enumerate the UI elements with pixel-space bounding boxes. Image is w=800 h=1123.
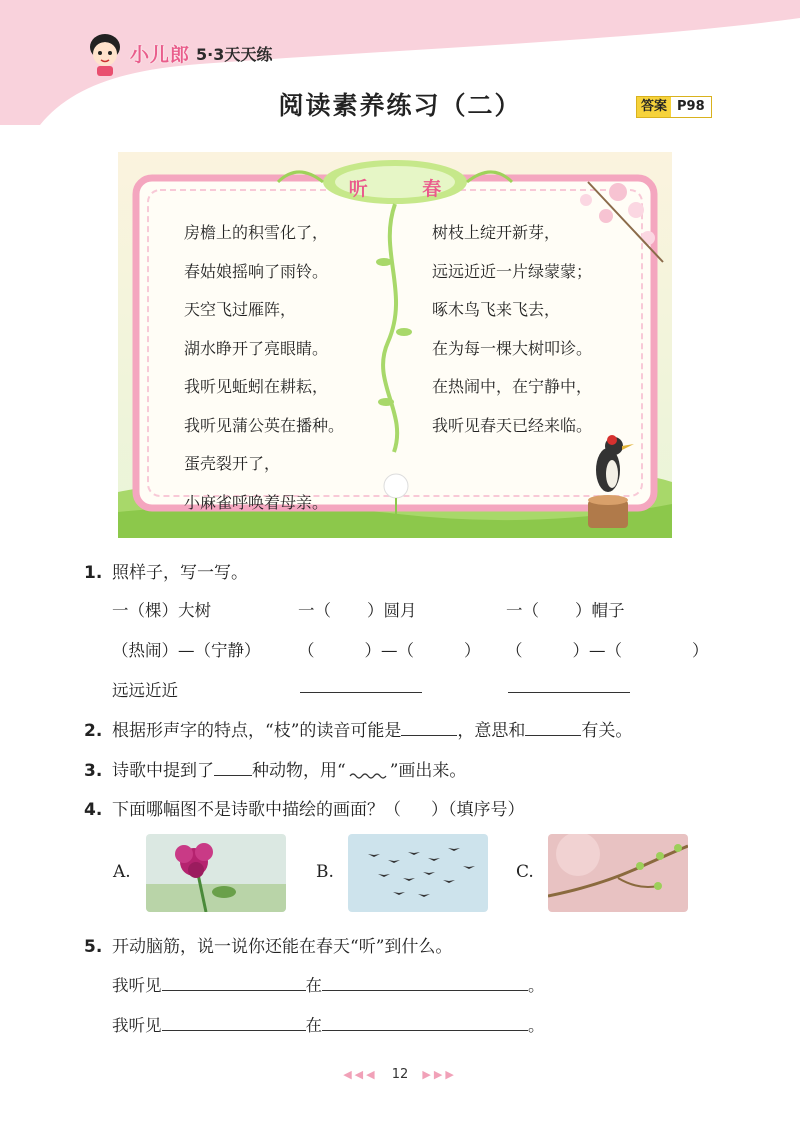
paren-mid: ）—（	[572, 641, 622, 660]
q5-blank-1a[interactable]	[162, 974, 306, 991]
page-footer	[0, 1067, 800, 1082]
brand-name: 小儿郎	[130, 43, 191, 66]
q1-example-measure: 一（棵）大树	[112, 601, 211, 620]
paren-close: ）	[692, 641, 709, 660]
question-text-c: 有关。	[581, 721, 633, 741]
poem-line: 小麻雀呼唤着母亲。	[184, 492, 329, 512]
brand-series: 5·3天天练	[196, 44, 273, 64]
question-3	[84, 756, 466, 781]
q5-blank-2a[interactable]	[162, 1014, 306, 1031]
q1-item-b[interactable]	[506, 597, 625, 621]
q5-sentence-2	[112, 1012, 545, 1036]
brand	[84, 30, 272, 76]
question-number: 1.	[84, 563, 103, 583]
option-a-label: A.	[113, 862, 131, 882]
poem-line: 湖水睁开了亮眼睛。	[184, 338, 329, 358]
poem-line: 房檐上的积雪化了，	[184, 223, 329, 242]
q1-item-a-prefix: 一（	[298, 601, 331, 620]
q1-item-a[interactable]	[298, 597, 417, 621]
poem-line: 树枝上绽开新芽，	[432, 223, 561, 242]
poem-line: 我听见春天已经来临。	[432, 415, 593, 435]
q5-sentence-1	[112, 972, 545, 996]
q1-antonym-blank-b[interactable]	[506, 637, 709, 661]
q3-blank-count[interactable]	[214, 759, 252, 776]
option-b-label: B.	[316, 862, 334, 882]
page-number: 12	[391, 1067, 409, 1082]
paren-open: （	[298, 641, 315, 660]
question-1	[84, 558, 248, 583]
sentence-mid: 在	[305, 1016, 322, 1035]
poem-title: 听 春	[348, 178, 466, 200]
poem-stanza-right	[432, 214, 592, 445]
poem-line: 我听见蚯蚓在耕耘，	[184, 377, 329, 396]
question-5	[84, 932, 452, 957]
question-number: 2.	[84, 721, 103, 741]
sentence-end: 。	[528, 1016, 545, 1035]
poem-line: 在为每一棵大树叩诊。	[432, 338, 593, 358]
answer-label: 答案	[637, 97, 671, 117]
question-number: 4.	[84, 800, 103, 820]
sentence-lead: 我听见	[112, 1016, 162, 1035]
question-text: 根据形声字的特点，“枝”的读音可能是	[112, 721, 402, 741]
q1-example-antonym: （热闹）—（宁静）	[112, 641, 261, 660]
question-text: 照样子，写一写。	[112, 563, 248, 583]
left-arrows-icon: ◀◀◀	[343, 1068, 378, 1081]
poem-line: 蛋壳裂开了，	[184, 454, 281, 473]
answer-reference	[636, 96, 712, 118]
question-number: 5.	[84, 937, 103, 957]
paren-mid: ）—（	[364, 641, 414, 660]
option-c-label: C.	[516, 862, 534, 882]
answer-page: P98	[671, 97, 711, 117]
q1-antonym-blank-a[interactable]	[298, 637, 481, 661]
mascot-icon	[84, 30, 126, 76]
sentence-end: 。	[528, 976, 545, 995]
poem-line: 啄木鸟飞来飞去，	[432, 300, 561, 319]
question-text-b: ，意思和	[457, 721, 526, 741]
question-text: 诗歌中提到了	[112, 761, 214, 781]
sentence-mid: 在	[305, 976, 322, 995]
option-a-flower-image[interactable]	[146, 834, 286, 912]
option-c-budding-branch-image[interactable]	[548, 834, 688, 912]
option-b-geese-image[interactable]	[348, 834, 488, 912]
poem-line: 在热闹中，在宁静中，	[432, 377, 593, 396]
question-text: 下面哪幅图不是诗歌中描绘的画面？（	[112, 800, 401, 820]
q1-write-line-b[interactable]	[508, 676, 630, 697]
page-title: 阅读素养练习（二）	[278, 91, 522, 120]
right-arrows-icon: ▶▶▶	[422, 1068, 457, 1081]
q1-item-b-suffix: ）帽子	[575, 601, 625, 620]
poem-line: 春姑娘摇响了雨铃。	[184, 261, 329, 281]
q5-blank-1b[interactable]	[322, 974, 528, 991]
poem-line: 我听见蒲公英在播种。	[184, 415, 345, 435]
q1-example-reduplication: 远远近近	[112, 681, 178, 700]
q2-blank-pronunciation[interactable]	[401, 719, 457, 736]
poem-card	[118, 152, 672, 538]
poem-line: 天空飞过雁阵，	[184, 300, 297, 319]
question-4	[84, 795, 525, 820]
wavy-underline-icon	[346, 761, 390, 779]
question-2	[84, 716, 632, 741]
poem-line: 远远近近一片绿蒙蒙；	[432, 261, 593, 281]
question-text: 开动脑筋，说一说你还能在春天“听”到什么。	[112, 937, 453, 957]
question-text-b: 种动物，用“	[252, 761, 346, 781]
q5-blank-2b[interactable]	[322, 1014, 528, 1031]
question-text-c: ”画出来。	[389, 761, 467, 781]
paren-open: （	[506, 641, 523, 660]
q1-write-line-a[interactable]	[300, 676, 422, 697]
q1-item-a-suffix: ）圆月	[367, 601, 417, 620]
q1-item-b-prefix: 一（	[506, 601, 539, 620]
question-text-b: ）（填序号）	[431, 800, 525, 820]
paren-close: ）	[464, 641, 481, 660]
poem-stanza-left	[184, 214, 344, 522]
question-number: 3.	[84, 761, 103, 781]
sentence-lead: 我听见	[112, 976, 162, 995]
q2-blank-meaning[interactable]	[525, 719, 581, 736]
